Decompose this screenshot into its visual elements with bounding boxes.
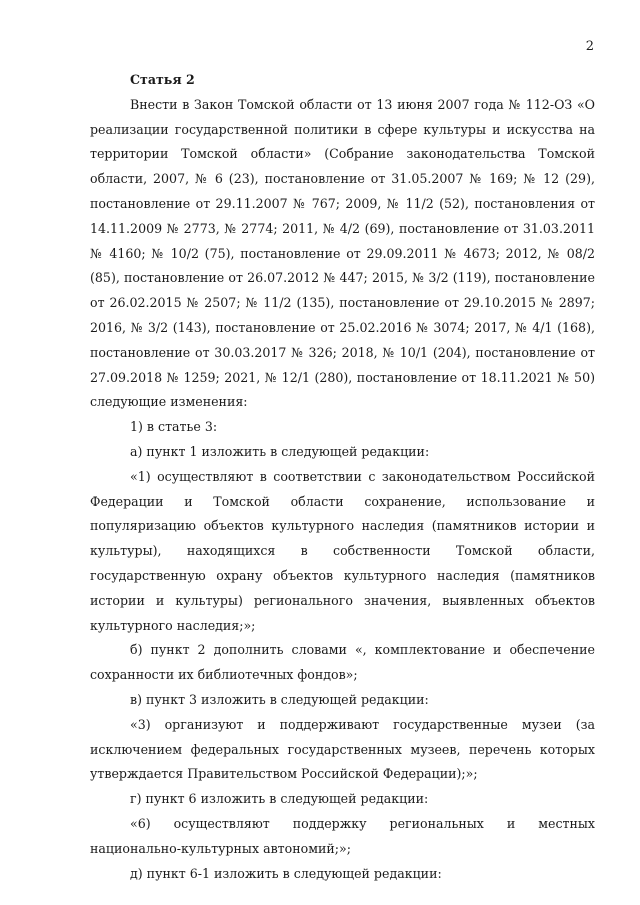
page-number: 2 [585, 39, 594, 54]
paragraph-item-1b: б) пункт 2 дополнить словами «, комплектование и обеспечение сохранности их библиотечных фондов»; [90, 642, 595, 683]
paragraph-item-1: 1) в статье 3: [130, 419, 218, 435]
article-heading: Статья 2 [130, 72, 195, 87]
paragraph-intro: Внести в Закон Томской области от 13 июня 2007 года № 112-ОЗ «О реализации государственной политики в сфере культуры и искусства на территории Томской области» (Собрание законодательства Томской области, 2007, № 6 (23), постановление от 31.05.2007 № 169; № 12 (29), постановление от 29.11.2007 № 767; 2009, № 11/2 (52), постановления от 14.11.2009 № 2773, № 2774; 2011, № 4/2 (69), постановление от 31.03.2011 № 4160; № 10/2 (75), постановление от 29.09.2011 № 4673; 2012, № 08/2 (85), постановление от 26.07.2012 № 447; 2015, № 3/2 (119), постановление от 26.02.2015 № 2507; № 11/2 (135), постановление от 29.10.2015 № 2897; 2016, № 3/2 (143), постановление от 25.02.2016 № 3074; 2017, № 4/1 (168), постановление от 30.03.2017 № 326; 2018, № 10/1 (204), постановление от 27.09.2018 № 1259; 2021, № 12/1 (280), постановление от 18.11.2021 № 50) следующие изменения: [90, 96, 595, 410]
paragraph-quote-1: «1) осуществляют в соответствии с законодательством Российской Федерации и Томской области сохранение, использование и популяризацию объектов культурного наследия (памятников истории и культуры), находящихся в собственности Томской области, государственную охрану объектов культурного наследия (памятников истории и культуры) регионального значения, выявленных объектов культурного наследия;»; [90, 468, 595, 633]
paragraph-item-1v: в) пункт 3 изложить в следующей редакции: [130, 691, 429, 707]
paragraph-quote-6: «6) осуществляют поддержку региональных и местных национально-культурных автономий;»; [90, 815, 595, 856]
paragraph-item-1d: д) пункт 6-1 изложить в следующей редакции: [130, 865, 442, 881]
paragraph-item-1a: а) пункт 1 изложить в следующей редакции: [130, 443, 430, 459]
paragraph-quote-3: «3) организуют и поддерживают государственные музеи (за исключением федеральных государственных музеев, перечень которых утверждается Правительством Российской Федерации);»; [90, 716, 595, 782]
document-body [90, 68, 595, 886]
paragraph-item-1g: г) пункт 6 изложить в следующей редакции: [130, 791, 429, 807]
